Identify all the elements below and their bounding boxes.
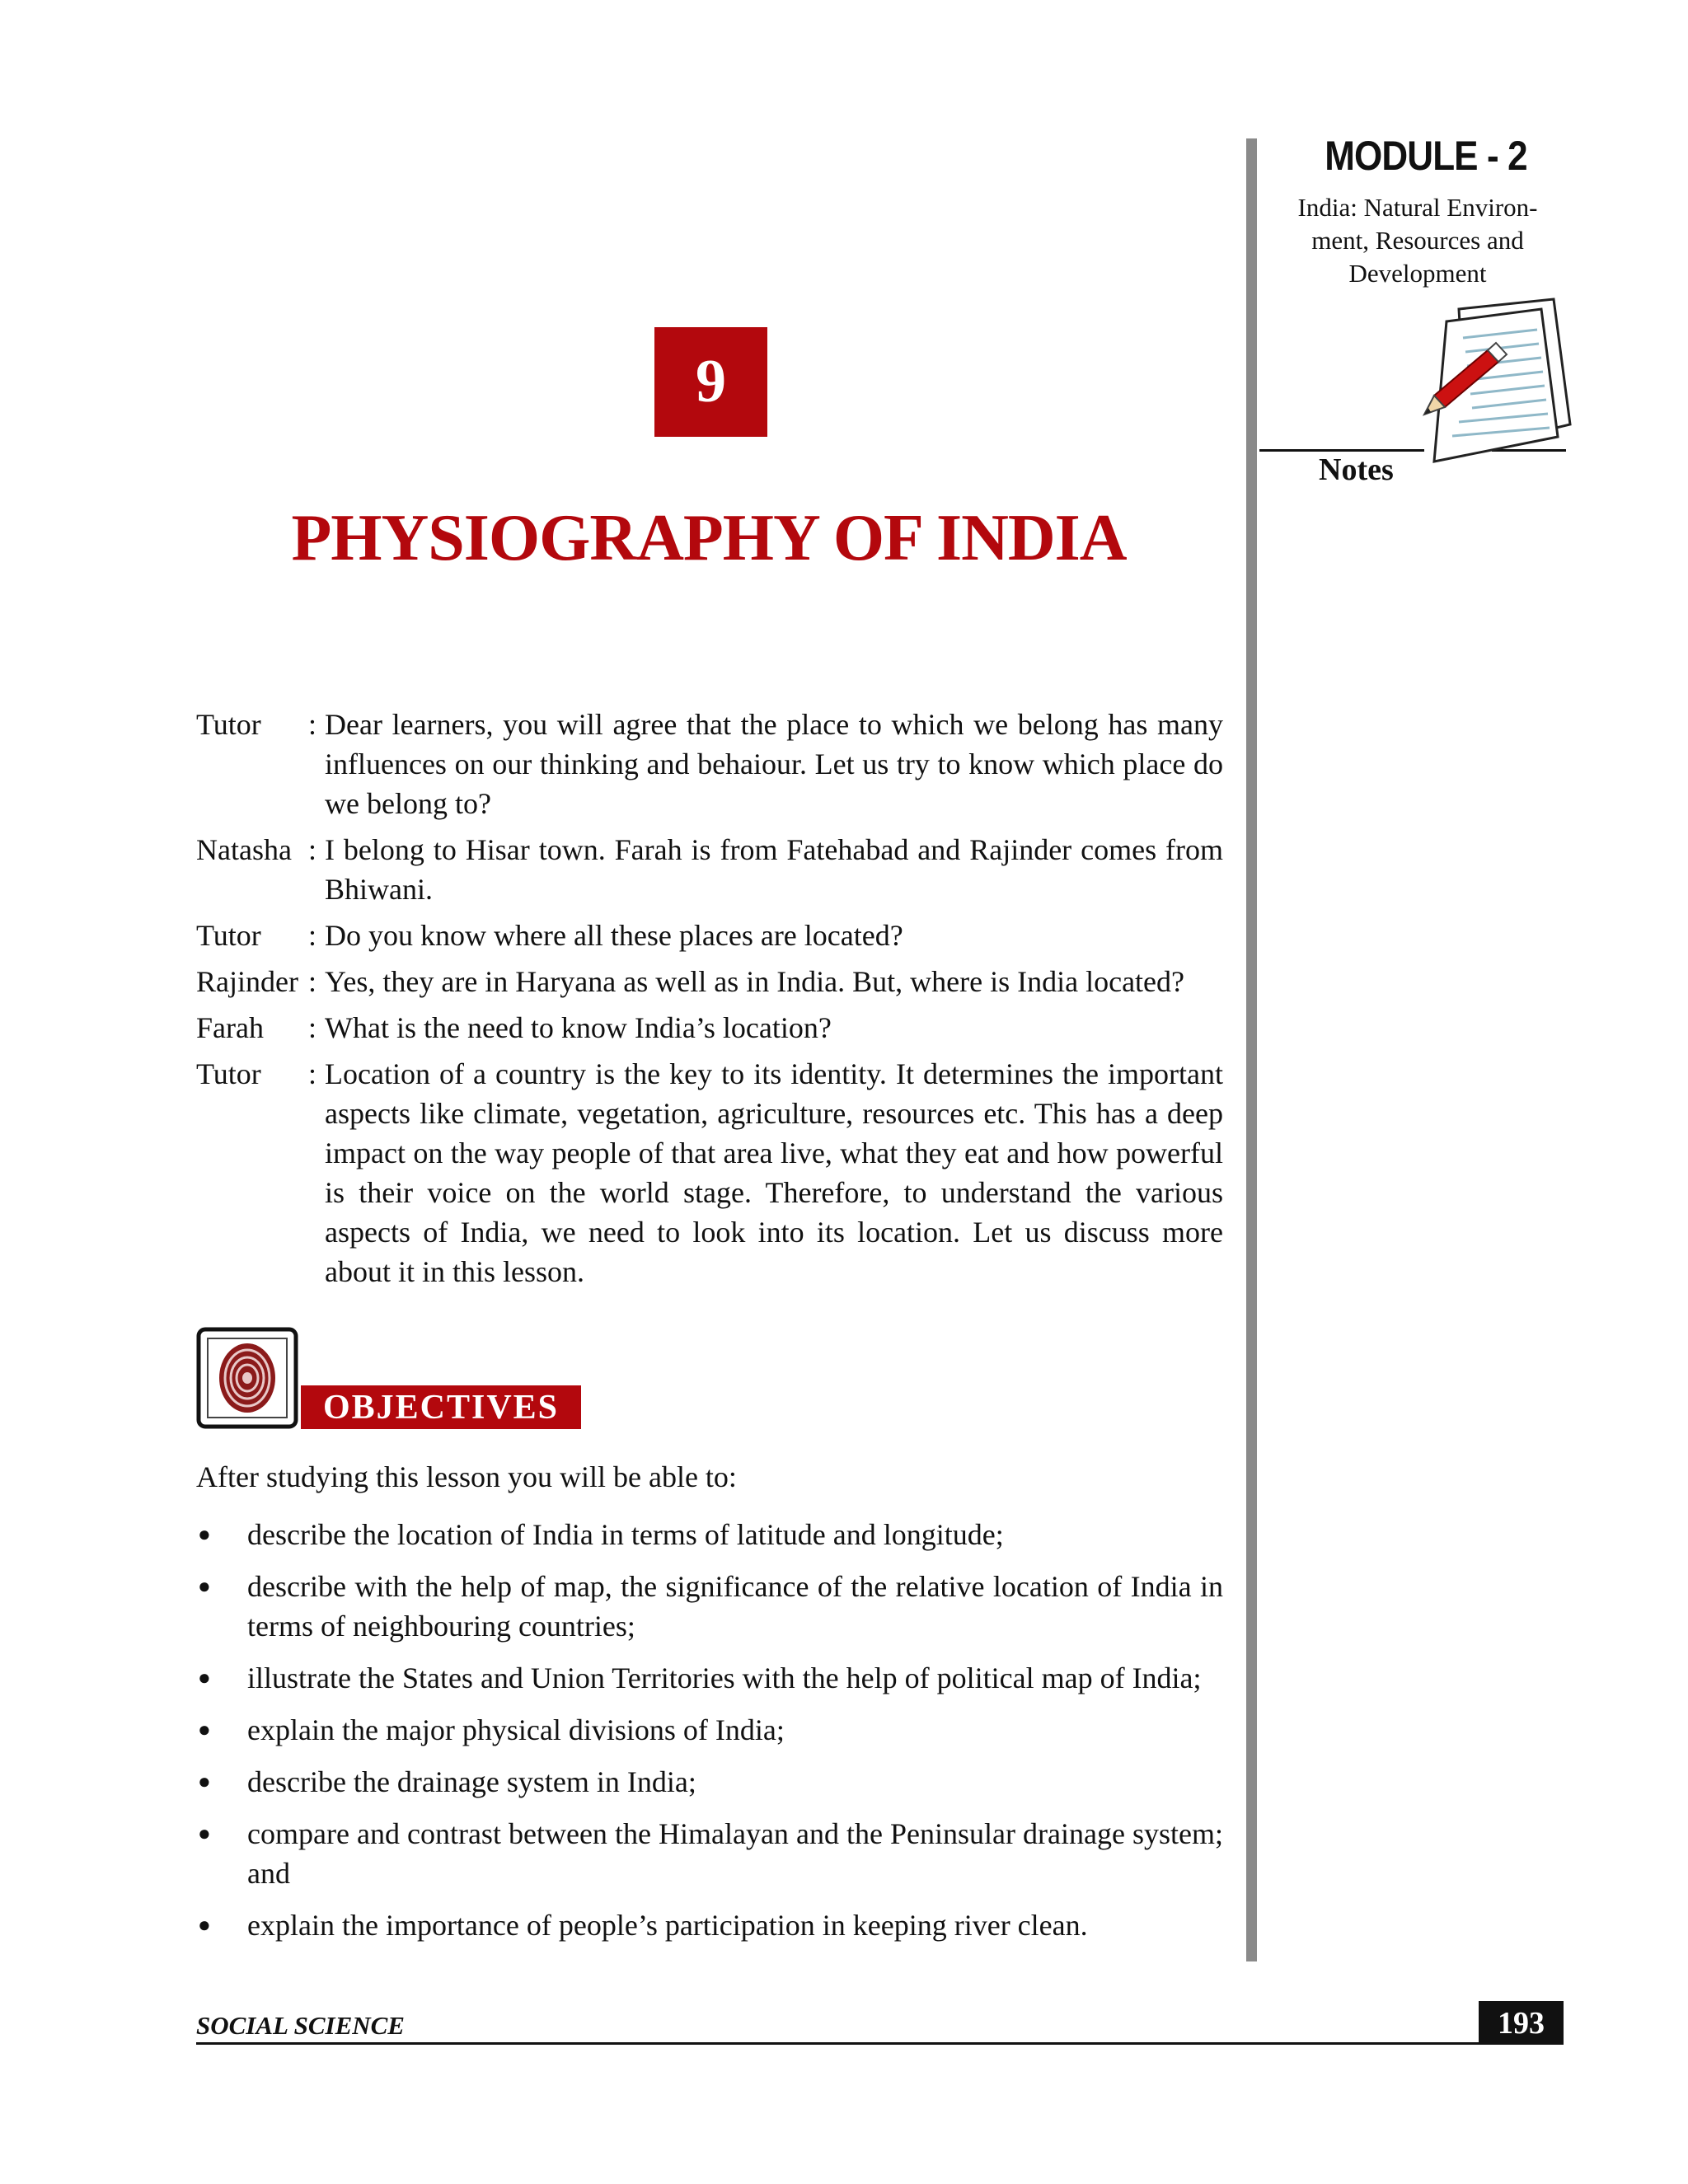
module-subtitle-line: ment, Resources and — [1311, 226, 1524, 255]
module-subtitle — [1278, 191, 1558, 290]
dialogue-text: What is the need to know India’s location? — [325, 1011, 832, 1044]
notes-label: Notes — [1319, 452, 1394, 487]
dialogue-colon: : — [307, 1057, 316, 1090]
dialogue-speaker: Natasha — [196, 833, 292, 866]
module-title: MODULE - 2 — [1325, 133, 1527, 179]
footer-rule — [196, 2042, 1479, 2045]
dialogue-line — [196, 1008, 1223, 1047]
dialogue-speaker: Tutor — [196, 919, 261, 952]
objective-text: describe with the help of map, the significance of the relative location of India in terms of neighbouring countries; — [247, 1570, 1223, 1643]
dialogue-speaker: Tutor — [196, 708, 261, 741]
chapter-number-badge — [654, 327, 767, 437]
objective-item — [196, 1567, 1223, 1646]
dialogue-text: Dear learners, you will agree that the place to which we belong has many influences on our thinking and behaiour. Let us try to know which place do we belong to? — [325, 708, 1223, 820]
objective-item — [196, 1762, 1223, 1802]
target-icon — [196, 1327, 298, 1429]
dialogue-text: Location of a country is the key to its identity. It determines the important aspects like climate, vegetation, agriculture, resources etc. This has a deep impact on the way people of that area live, what they eat and how powerful is their voice on the world stage. Therefore, to understand the various aspects of India, we need to look into its location. Let us discuss more about it in this lesson. — [325, 1057, 1223, 1288]
objective-item — [196, 1905, 1223, 1945]
dialogue-colon: : — [307, 708, 316, 741]
objective-text: describe the location of India in terms of latitude and longitude; — [247, 1518, 1004, 1551]
dialogue-line — [196, 705, 1223, 823]
objective-text: compare and contrast between the Himalayan and the Peninsular drainage system; and — [247, 1817, 1223, 1890]
chapter-title: PHYSIOGRAPHY OF INDIA — [291, 502, 1127, 574]
objective-item — [196, 1814, 1223, 1893]
dialogue-text: I belong to Hisar town. Farah is from Fatehabad and Rajinder comes from Bhiwani. — [325, 833, 1223, 906]
module-subtitle-line: India: Natural Environ- — [1297, 193, 1538, 222]
bullet-icon: ● — [198, 1821, 211, 1845]
dialogue-text: Do you know where all these places are located? — [325, 919, 903, 952]
dialogue — [196, 705, 1223, 1298]
bullet-icon: ● — [198, 1522, 211, 1546]
objective-item — [196, 1710, 1223, 1750]
objective-item — [196, 1515, 1223, 1554]
page-number-text: 193 — [1498, 2005, 1545, 2041]
dialogue-speaker: Tutor — [196, 1057, 261, 1090]
dialogue-text: Yes, they are in Haryana as well as in India. But, where is India located? — [325, 965, 1185, 998]
dialogue-colon: : — [307, 1011, 316, 1044]
objective-text: explain the major physical divisions of India; — [247, 1713, 785, 1746]
page-number — [1479, 2001, 1564, 2045]
dialogue-speaker: Farah — [196, 1011, 264, 1044]
module-subtitle-line: Development — [1348, 259, 1487, 288]
notepad-pencil-icon — [1401, 293, 1574, 470]
bullet-icon: ● — [198, 1913, 211, 1937]
objective-item — [196, 1658, 1223, 1698]
dialogue-line — [196, 1054, 1223, 1291]
dialogue-colon: : — [307, 919, 316, 952]
objective-text: illustrate the States and Union Territories with the help of political map of India; — [247, 1661, 1202, 1694]
objective-text: describe the drainage system in India; — [247, 1765, 696, 1798]
objectives-list — [196, 1515, 1223, 1957]
dialogue-line — [196, 830, 1223, 909]
objectives-heading: OBJECTIVES — [301, 1385, 581, 1429]
margin-vertical-rule — [1246, 138, 1257, 1961]
footer-subject: SOCIAL SCIENCE — [196, 2011, 405, 2040]
dialogue-speaker: Rajinder — [196, 965, 298, 998]
chapter-number: 9 — [696, 348, 726, 415]
bullet-icon: ● — [198, 1718, 211, 1741]
objective-text: explain the importance of people’s participation in keeping river clean. — [247, 1909, 1088, 1942]
bullet-icon: ● — [198, 1666, 211, 1690]
dialogue-line — [196, 962, 1223, 1001]
dialogue-line — [196, 916, 1223, 955]
dialogue-colon: : — [307, 965, 316, 998]
bullet-icon: ● — [198, 1769, 211, 1793]
objectives-intro: After studying this lesson you will be able to: — [196, 1460, 737, 1493]
dialogue-colon: : — [307, 833, 316, 866]
bullet-icon: ● — [198, 1574, 211, 1598]
